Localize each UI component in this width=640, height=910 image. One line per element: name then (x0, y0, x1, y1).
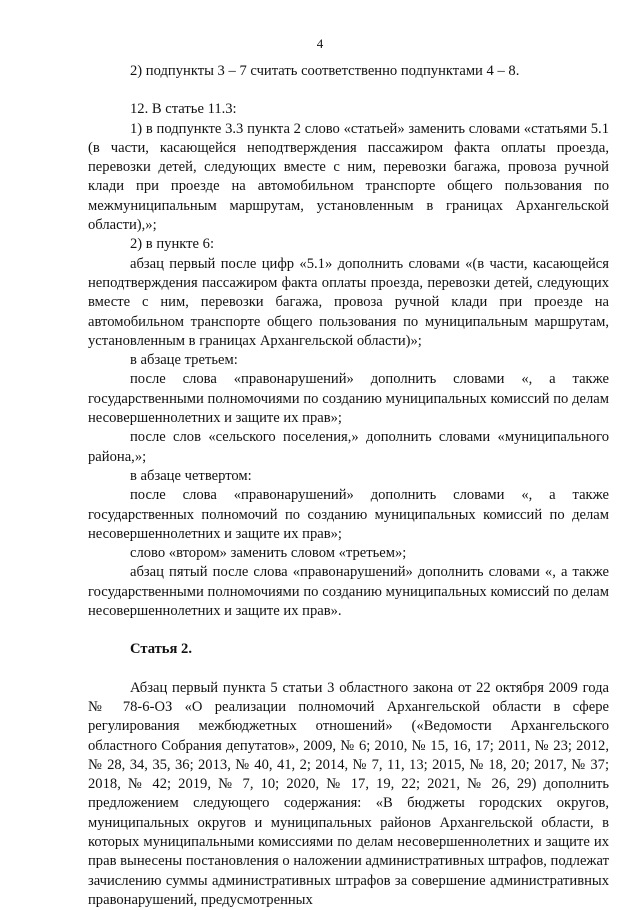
paragraph-fourth-abzac-change-2: слово «втором» заменить словом «третьем»; (130, 545, 407, 562)
paragraph-gap (88, 81, 609, 100)
paragraph-fourth-abzac-change-1: после слова «правонарушений» дополнить словами «, а также государственных полномочий по созданию муниципальных комиссий по делам несовершеннолетних и защите их прав»; (88, 487, 609, 542)
paragraph-first-abzac: абзац первый после цифр «5.1» дополнить словами «(в части, касающейся неподтверждения пассажиром факта оплаты проезда, перевозки детей, следующих вместе с ним, перевозки багажа, провоза ручной клади при проезде на автомобильном транспорте общего пользования по муниципальным маршрутам, установленным в границах Архангельской области)»; (88, 255, 609, 349)
paragraph-gap (88, 621, 609, 640)
article-2-heading: Статья 2. (130, 641, 192, 658)
paragraph-fourth-abzac: в абзаце четвертом: (130, 467, 252, 484)
document-body (88, 62, 609, 910)
paragraph-fifth-abzac: абзац пятый после слова «правонарушений» дополнить словами «, а также государственными полномочиями по созданию муниципальных комиссий по делам несовершеннолетних и защите их прав». (88, 564, 609, 620)
paragraph-third-abzac-change-1: после слова «правонарушений» дополнить словами «, а также государственными полномочиями по созданию муниципальных комиссий по делам несовершеннолетних и защите их прав»; (88, 371, 609, 427)
paragraph-article-2-text: Абзац первый пункта 5 статьи 3 областного закона от 22 октября 2009 года № 78-6-ОЗ «О реализации полномочий Архангельской области в сфере регулирования межбюджетных отношений» («Ведомости Архангельского областного Собрания депутатов», 2009, № 6; 2010, № 15, 16, 17; 2011, № 23; 2012, № 28, 34, 35, 36; 2013, № 40, 41, 2; 2014, № 7, 11, 13; 2015, № 18, 20; 2017, № 37; 2018, № 42; 2019, № 7, 10; 2020, № 17, 19, 22; 2021, № 26, 29) дополнить предложением следующего содержания: «В бюджеты городских округов, муниципальных округов и муниципальных районов Архангельской области, в которых муниципальными комиссиями по делам несовершеннолетних и защите их прав вынесены постановления о наложении административных штрафов, подлежат зачислению суммы административных штрафов за совершение административных правонарушений, предусмотренных (88, 679, 609, 908)
page-number: 4 (316, 36, 324, 51)
paragraph-subitems-renumber: 2) подпункты 3 – 7 считать соответственно подпунктами 4 – 8. (130, 63, 520, 79)
paragraph-item-6: 2) в пункте 6: (130, 236, 215, 253)
paragraph-article-11-3: 12. В статье 11.3: (130, 101, 237, 118)
paragraph-subitem-3-3: 1) в подпункте 3.3 пункта 2 слово «статьей» заменить словами «статьями 5.1 (в части, касающейся неподтверждения пассажиром факта оплаты проезда, перевозки детей, следующих вместе с ним, перевозки багажа, провоза ручной клади при проезде на автомобильном транспорте общего пользования по межмуниципальным маршрутам, установленным в границах Архангельской области),»; (88, 120, 609, 234)
paragraph-third-abzac: в абзаце третьем: (130, 352, 238, 369)
paragraph-third-abzac-change-2: после слов «сельского поселения,» дополнить словами «муниципального района,»; (88, 429, 609, 465)
paragraph-gap (88, 660, 609, 679)
